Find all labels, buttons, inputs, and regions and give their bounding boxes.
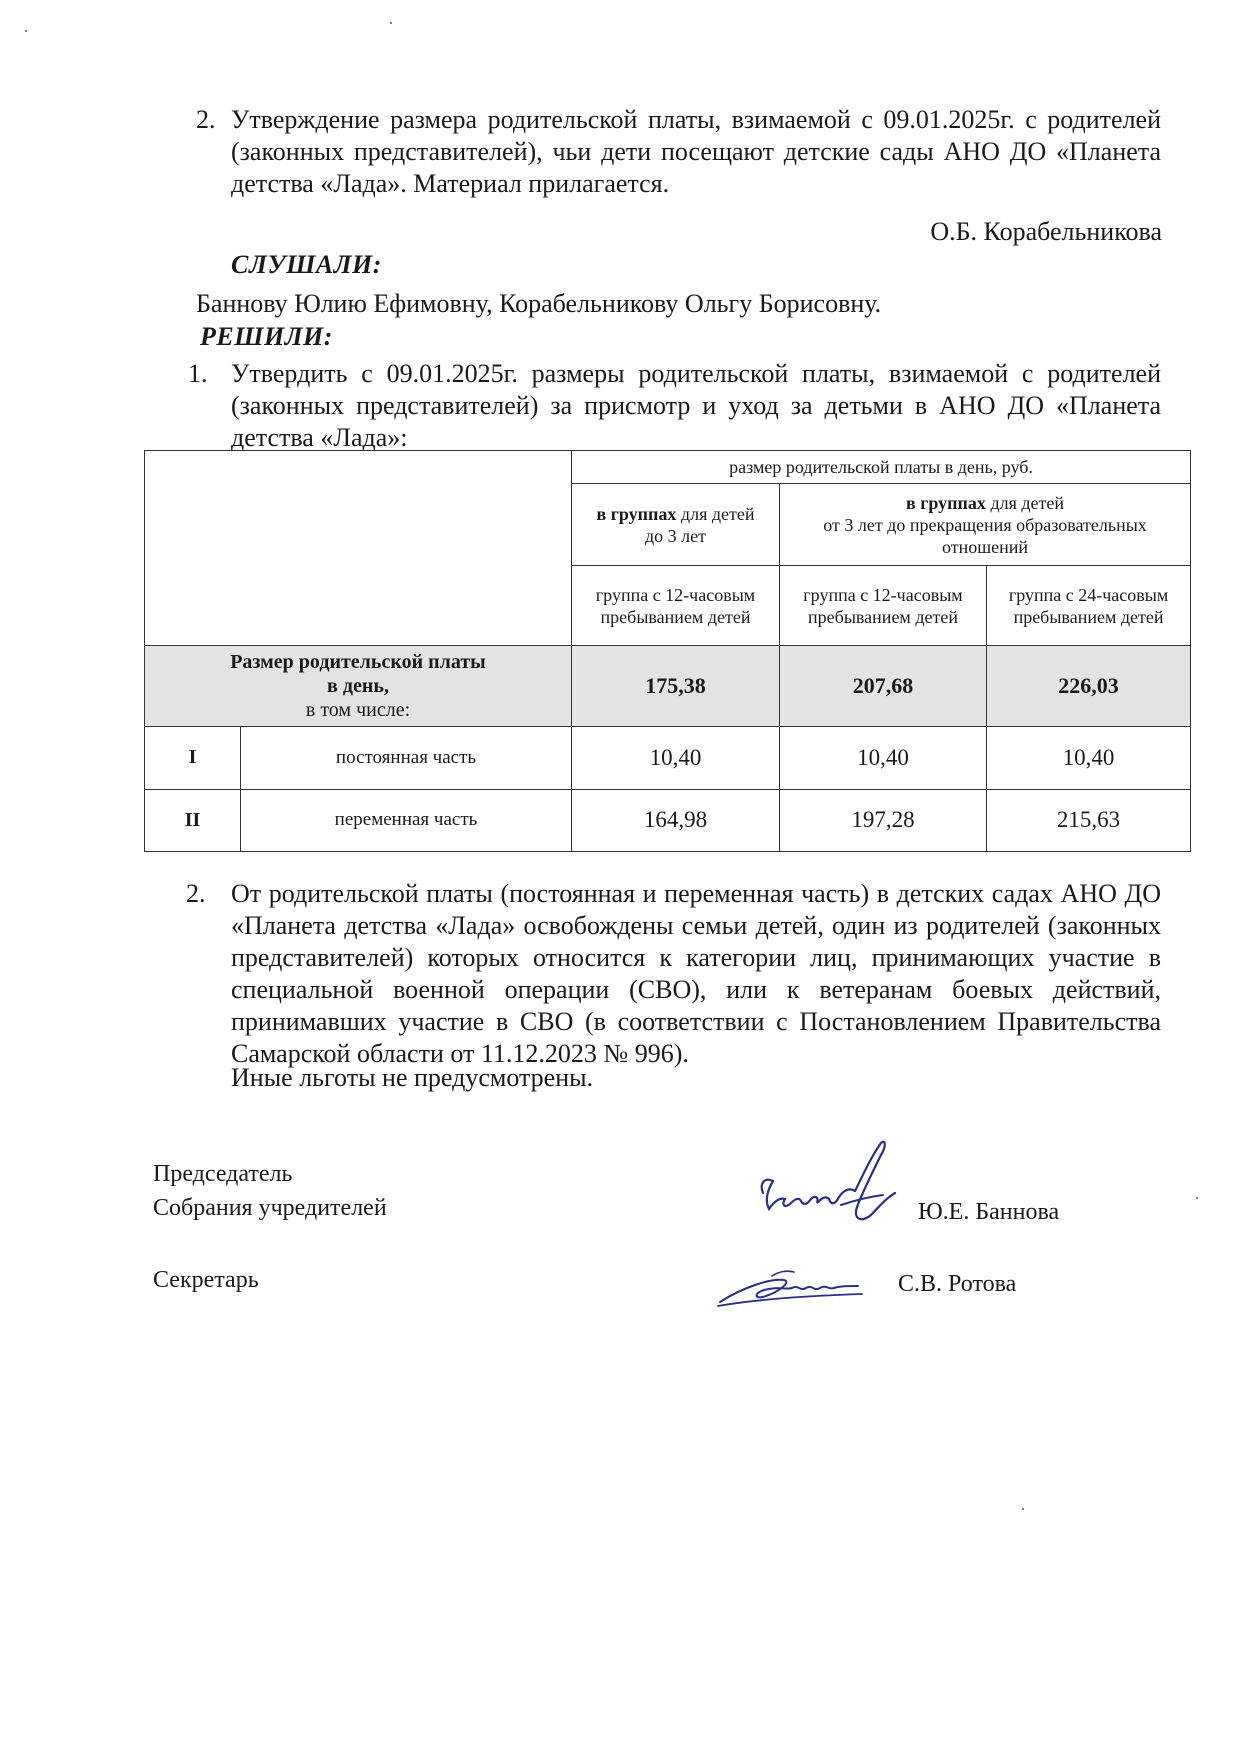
agenda-item-number: 2. (196, 105, 216, 134)
scan-speck (25, 30, 27, 32)
row-label: постоянная часть (241, 726, 572, 789)
decision-1-text: Утвердить с 09.01.2025г. размеры родительской платы, взимаемой с родителей (законных представителей) за присмотр и уход за детьми в АНО ДО «Планета детства «Лада»: (231, 359, 1161, 452)
speaker-name: О.Б. Корабельникова (930, 217, 1162, 246)
decision-2-text: От родительской платы (постоянная и переменная часть) в детских садах АНО ДО «Планета детства «Лада» освобождены семьи детей, один из родителей (законных представителей) которых относится к категории лиц, принимающих участие в специальной военной операции (СВО), или к ветеранам боевых действий, принимавших участие в СВО (в соответствии с Постановлением Правительства Самарской области от 11.12.2023 № 996). (231, 879, 1161, 1068)
chair-signature-icon (745, 1135, 945, 1235)
row-value: 10,40 (987, 726, 1191, 789)
scan-speck (1196, 1197, 1198, 1199)
header-group-under-3-line2: до 3 лет (645, 525, 706, 546)
secretary-title: Секретарь (153, 1267, 259, 1293)
header-group-3-plus-line2: от 3 лет до прекращения образовательных отношений (823, 514, 1147, 557)
scan-speck (1022, 1508, 1024, 1510)
table-corner-cell (145, 451, 572, 646)
table-row (145, 726, 1191, 789)
total-label-line1: Размер родительской платы (230, 651, 486, 674)
decided-heading: РЕШИЛИ: (200, 322, 333, 351)
decision-2-number: 2. (186, 879, 206, 908)
total-value: 207,68 (780, 646, 987, 726)
total-row-label (145, 646, 572, 726)
listened-text: Баннову Юлию Ефимовну, Корабельникову Ольгу Борисовну. (196, 289, 882, 318)
total-value: 175,38 (572, 646, 780, 726)
row-value: 197,28 (780, 789, 987, 851)
table-header-top: размер родительской платы в день, руб. (572, 451, 1191, 484)
secretary-signature-icon (712, 1262, 872, 1312)
header-group-3-plus (780, 484, 1191, 566)
secretary-name: С.В. Ротова (898, 1271, 1017, 1297)
decision-1-number: 1. (188, 359, 208, 388)
row-value: 10,40 (780, 726, 987, 789)
decision-2-note: Иные льготы не предусмотрены. (231, 1063, 594, 1092)
row-value: 10,40 (572, 726, 780, 789)
header-col-1: группа с 12-часовым пребыванием детей (572, 566, 780, 646)
header-group-under-3-rest: для детей (680, 503, 755, 524)
scan-speck (390, 22, 392, 24)
chair-title-line2: Собрания учредителей (153, 1195, 387, 1221)
chair-title-line1: Председатель (153, 1161, 293, 1187)
header-group-under-3-bold: в группах (596, 503, 677, 524)
fee-table (144, 450, 1191, 852)
row-label: переменная часть (241, 789, 572, 851)
total-value: 226,03 (987, 646, 1191, 726)
header-group-under-3 (572, 484, 780, 566)
total-label-line2: в день, (327, 675, 389, 698)
header-col-2: группа с 12-часовым пребыванием детей (780, 566, 987, 646)
table-row (145, 789, 1191, 851)
header-group-3-plus-bold: в группах (906, 492, 986, 513)
row-value: 164,98 (572, 789, 780, 851)
listened-heading: СЛУШАЛИ: (231, 250, 382, 279)
row-roman-numeral: II (145, 789, 241, 851)
chair-name: Ю.Е. Баннова (918, 1199, 1060, 1225)
header-group-3-plus-rest: для детей (990, 492, 1064, 513)
agenda-item-text: Утверждение размера родительской платы, взимаемой с 09.01.2025г. с родителей (законных представителей), чьи дети посещают детские сады АНО ДО «Планета детства «Лада». Материал прилагается. (231, 105, 1161, 198)
row-roman-numeral: I (145, 726, 241, 789)
row-value: 215,63 (987, 789, 1191, 851)
total-label-line3: в том числе: (305, 699, 411, 722)
header-col-3: группа с 24-часовым пребыванием детей (987, 566, 1191, 646)
